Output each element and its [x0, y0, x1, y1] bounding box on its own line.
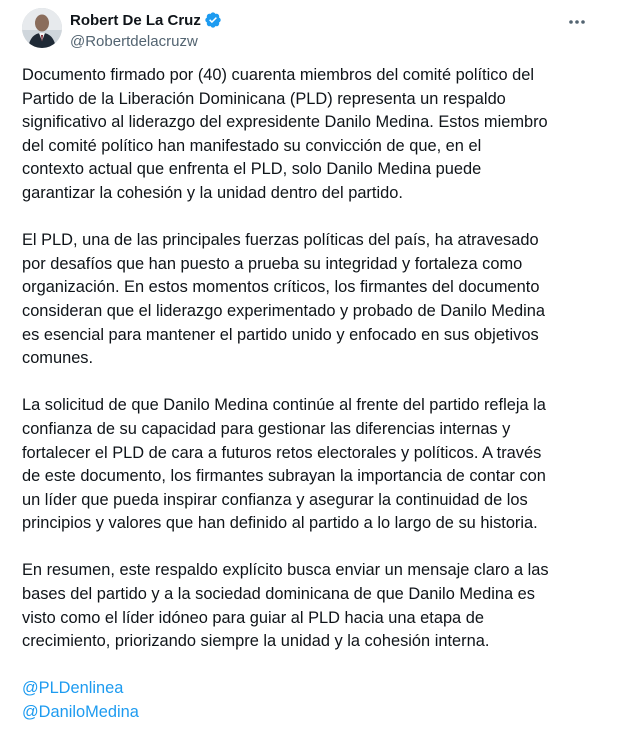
tweet-header: [22, 8, 597, 52]
avatar-image: [22, 8, 62, 48]
mention-link-pldenlinea[interactable]: @PLDenlinea: [22, 679, 124, 698]
tweet-paragraph: Documento firmado por (40) cuarenta miembros del comité político del Partido de la Liberación Dominicana (PLD) representa un respaldo significativo al liderazgo del expresidente Danilo Medina. Estos miembro del comité político han manifestado su convicción de que, en el contexto actual que enfrenta el PLD, solo Danilo Medina puede garantizar la cohesión y la unidad dentro del partido.: [22, 66, 548, 202]
author-display-name[interactable]: Robert De La Cruz: [70, 11, 201, 29]
mention-link-danilomedina[interactable]: @DaniloMedina: [22, 703, 139, 722]
tweet-text: [22, 64, 597, 725]
avatar[interactable]: [22, 8, 62, 48]
verified-badge-icon: [204, 11, 222, 29]
tweet-paragraph: En resumen, este respaldo explícito busca enviar un mensaje claro a las bases del partido y a la sociedad dominicana de que Danilo Medina es visto como el líder idóneo para guiar al PLD hacia una etapa de crecimiento, priorizando siempre la unidad y la cohesión interna.: [22, 561, 549, 651]
author-info: [70, 10, 222, 50]
author-handle[interactable]: @Robertdelacruzw: [70, 33, 198, 50]
tweet-paragraph: La solicitud de que Danilo Medina continúe al frente del partido refleja la confianza de su capacidad para gestionar las diferencias internas y fortalecer el PLD de cara a futuros retos electorales y políticos. A través de este documento, los firmantes subrayan la importancia de contar con un líder que pueda inspirar confianza y asegurar la continuidad de los principios y valores que han definido al partido a lo largo de su historia.: [22, 396, 546, 533]
name-row: [70, 10, 222, 30]
tweet-paragraph: El PLD, una de las principales fuerzas políticas del país, ha atravesado por desafíos que han puesto a prueba su integridad y fortaleza como organización. En estos momentos críticos, los firmantes del documento consideran que el liderazgo experimentado y probado de Danilo Medina es esencial para mantener el partido unido y enfocado en sus objetivos comunes.: [22, 231, 546, 368]
mentions: [22, 677, 597, 724]
more-horizontal-icon[interactable]: [565, 12, 589, 32]
